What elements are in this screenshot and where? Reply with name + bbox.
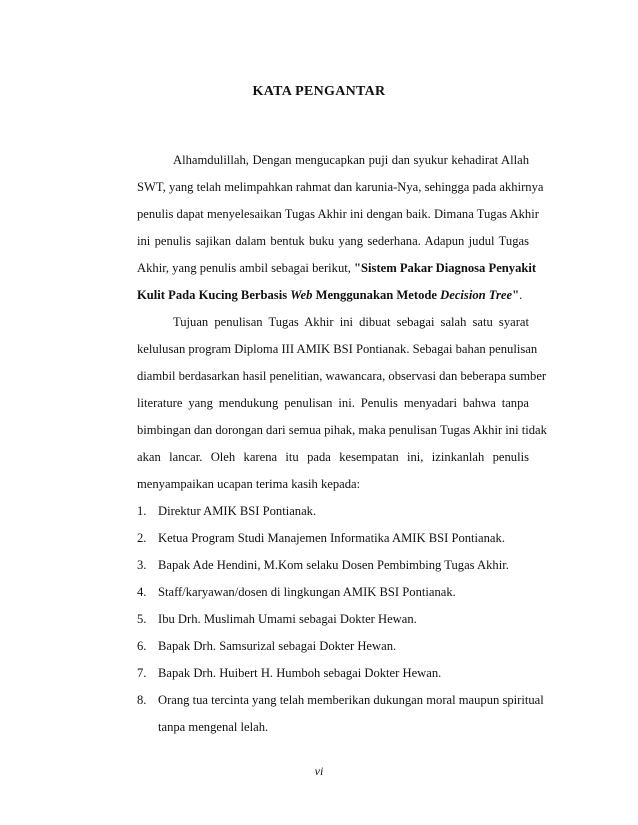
list-item-number: 3.: [137, 558, 147, 572]
list-item-text: Bapak Ade Hendini, M.Kom selaku Dosen Pembimbing Tugas Akhir.: [158, 558, 509, 572]
paragraph2-line4: literature yang mendukung penulisan ini. Penulis menyadari bahwa tanpa: [137, 396, 529, 410]
list-item-number: 6.: [137, 639, 147, 653]
list-item-number: 2.: [137, 531, 147, 545]
list-item-number: 8.: [137, 693, 147, 707]
paragraph1-line6: [137, 287, 529, 303]
list-item-number: 7.: [137, 666, 147, 680]
paragraph2-line6: akan lancar. Oleh karena itu pada kesempatan ini, izinkanlah penulis: [137, 450, 529, 464]
list-item-number: 1.: [137, 504, 147, 518]
list-item-continuation: tanpa mengenal lelah.: [158, 720, 269, 734]
thesis-title-web: Web: [290, 288, 313, 302]
paragraph2-line3: diambil berdasarkan hasil penelitian, wawancara, observasi dan beberapa sumber: [137, 369, 547, 383]
paragraph2-line1: Tujuan penulisan Tugas Akhir ini dibuat sebagai salah satu syarat: [173, 315, 529, 329]
list-item-text: Ketua Program Studi Manajemen Informatika AMIK BSI Pontianak.: [158, 531, 505, 545]
list-item-text: Bapak Drh. Huibert H. Humboh sebagai Dokter Hewan.: [158, 666, 442, 680]
thesis-title-end-quote: ": [512, 288, 520, 302]
paragraph1-line2: SWT, yang telah melimpahkan rahmat dan karunia-Nya, sehingga pada akhirnya: [137, 180, 544, 194]
list-item-text: Ibu Drh. Muslimah Umami sebagai Dokter Hewan.: [158, 612, 417, 626]
list-item-text: Bapak Drh. Samsurizal sebagai Dokter Hewan.: [158, 639, 397, 653]
paragraph2-line7: menyampaikan ucapan terima kasih kepada:: [137, 477, 361, 491]
paragraph2-line2: kelulusan program Diploma III AMIK BSI Pontianak. Sebagai bahan penulisan: [137, 342, 538, 356]
paragraph2-line5: bimbingan dan dorongan dari semua pihak, maka penulisan Tugas Akhir ini tidak: [137, 423, 547, 437]
list-item-text: Direktur AMIK BSI Pontianak.: [158, 504, 317, 518]
thesis-title-period: .: [519, 288, 523, 302]
thesis-title-part-a: Kulit Pada Kucing Berbasis: [137, 288, 288, 302]
paragraph1-line5: [137, 260, 537, 276]
list-item-text: Staff/karyawan/dosen di lingkungan AMIK BSI Pontianak.: [158, 585, 456, 599]
thesis-title-decision-tree: Decision Tree: [440, 288, 513, 302]
list-item-number: 5.: [137, 612, 147, 626]
paragraph1-line1: Alhamdulillah, Dengan mengucapkan puji dan syukur kehadirat Allah: [173, 153, 529, 167]
paragraph1-line5-text: Akhir, yang penulis ambil sebagai berikut,: [137, 261, 351, 275]
page-number: vi: [314, 764, 324, 778]
thesis-title-part-b: Menggunakan Metode: [315, 288, 437, 302]
page-title: KATA PENGANTAR: [252, 84, 386, 99]
list-item-text: Orang tua tercinta yang telah memberikan dukungan moral maupun spiritual: [158, 693, 544, 707]
thesis-title-start: "Sistem Pakar Diagnosa Penyakit: [354, 261, 537, 275]
paragraph1-line4: ini penulis sajikan dalam bentuk buku yang sederhana. Adapun judul Tugas: [137, 234, 529, 248]
paragraph1-line3: penulis dapat menyelesaikan Tugas Akhir ini dengan baik. Dimana Tugas Akhir: [137, 207, 539, 221]
list-item-number: 4.: [137, 585, 147, 599]
